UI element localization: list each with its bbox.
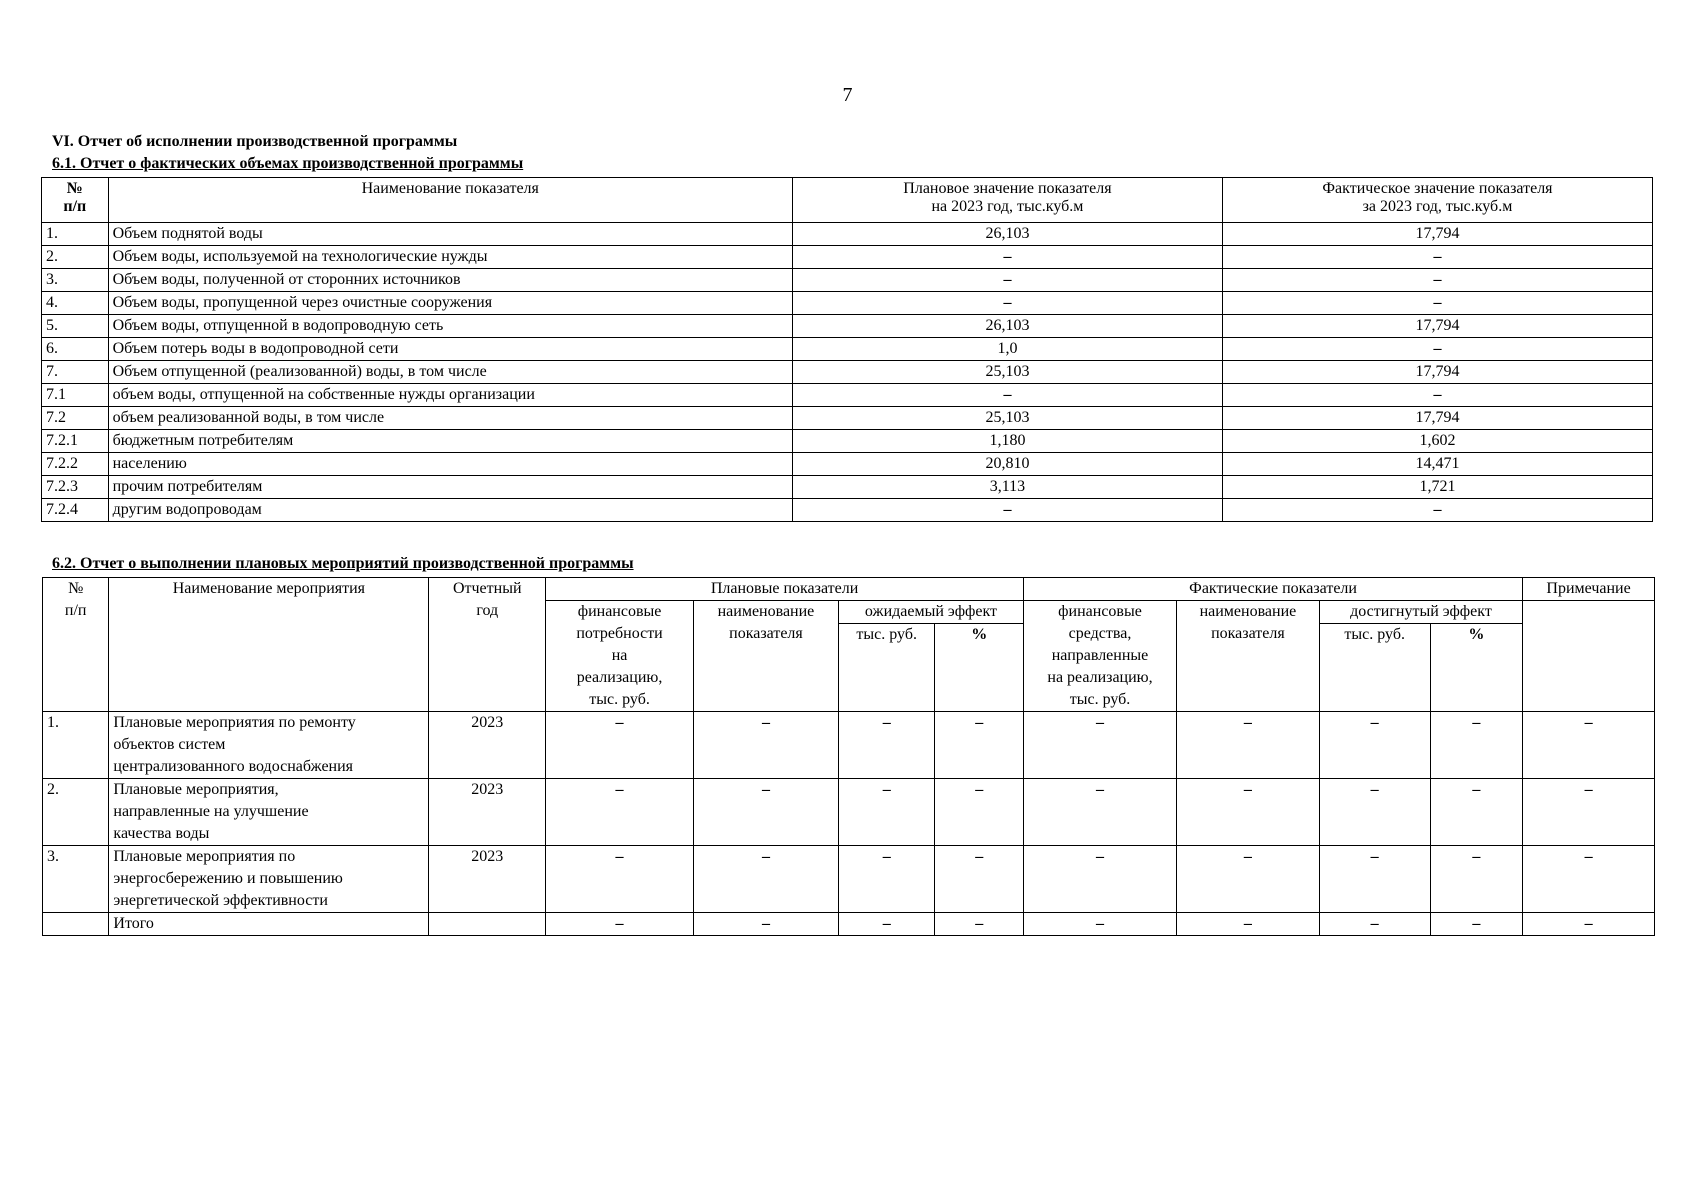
- row-name: бюджетным потребителям: [108, 430, 792, 453]
- row-num: 7.1: [42, 384, 109, 407]
- row-num: 4.: [42, 292, 109, 315]
- row-plan-value: –: [792, 499, 1222, 522]
- row-name: Объем потерь воды в водопроводной сети: [108, 338, 792, 361]
- row-num: 1.: [42, 223, 109, 246]
- row-num: 7.2.2: [42, 453, 109, 476]
- header-activity-name: Наименование мероприятия: [109, 578, 429, 712]
- row-year: 2023: [429, 779, 546, 846]
- row-plan-value: 3,113: [792, 476, 1222, 499]
- row-plan-rub: –: [838, 712, 935, 779]
- row-fact-value: 1,721: [1222, 476, 1652, 499]
- row-fact-pct: –: [1430, 712, 1523, 779]
- row-fact-value: 17,794: [1222, 315, 1652, 338]
- table-row: [43, 712, 1655, 779]
- header-plan-rub: тыс. руб.: [838, 624, 935, 712]
- row-note: –: [1523, 779, 1655, 846]
- row-plan-finance: –: [546, 846, 694, 913]
- header-plan-pct: %: [935, 624, 1024, 712]
- row-fact-finance: –: [1024, 712, 1177, 779]
- row-fact-value: –: [1222, 269, 1652, 292]
- total-fact-finance: –: [1024, 913, 1177, 936]
- table-row: [42, 246, 1653, 269]
- total-plan-pct: –: [935, 913, 1024, 936]
- header-plan-finance: финансовые потребности на реализацию, тыс. руб.: [546, 601, 694, 712]
- row-name: Объем воды, отпущенной в водопроводную сеть: [108, 315, 792, 338]
- row-note: –: [1523, 712, 1655, 779]
- header-note: Примечание: [1523, 578, 1655, 601]
- row-num: 3.: [42, 269, 109, 292]
- row-name: объем реализованной воды, в том числе: [108, 407, 792, 430]
- row-note: –: [1523, 846, 1655, 913]
- total-fact-rub: –: [1319, 913, 1430, 936]
- header-expected-effect: ожидаемый эффект: [838, 601, 1023, 624]
- total-plan-finance: –: [546, 913, 694, 936]
- row-num: 2.: [43, 779, 109, 846]
- row-fact-value: 14,471: [1222, 453, 1652, 476]
- row-num: 7.2.4: [42, 499, 109, 522]
- row-fact-finance: –: [1024, 846, 1177, 913]
- page-number: 7: [842, 84, 853, 106]
- table-row: [42, 384, 1653, 407]
- row-name: Объем воды, пропущенной через очистные сооружения: [108, 292, 792, 315]
- row-plan-pct: –: [935, 712, 1024, 779]
- header-plan: Плановое значение показателя на 2023 год, тыс.куб.м: [792, 178, 1222, 223]
- total-note: –: [1523, 913, 1655, 936]
- row-fact-value: –: [1222, 246, 1652, 269]
- row-fact-value: 1,602: [1222, 430, 1652, 453]
- total-label: Итого: [109, 913, 429, 936]
- row-fact-value: –: [1222, 338, 1652, 361]
- row-plan-finance: –: [546, 779, 694, 846]
- table-row: [42, 430, 1653, 453]
- row-plan-value: 1,0: [792, 338, 1222, 361]
- row-num: 7.2: [42, 407, 109, 430]
- subsection-61-title: 6.1. Отчет о фактических объемах производственной программы: [52, 155, 524, 172]
- header-planned: Плановые показатели: [546, 578, 1024, 601]
- row-name: Объем отпущенной (реализованной) воды, в том числе: [108, 361, 792, 384]
- production-volumes-table: [41, 177, 1653, 522]
- row-activity-name: Плановые мероприятия по энергосбережению и повышению энергетической эффективности: [109, 846, 429, 913]
- row-fact-pct: –: [1430, 779, 1523, 846]
- table-row: [42, 269, 1653, 292]
- row-fact-indicator: –: [1176, 779, 1319, 846]
- row-num: 7.2.3: [42, 476, 109, 499]
- header-note-empty: [1523, 601, 1655, 712]
- table-row: [42, 338, 1653, 361]
- row-plan-finance: –: [546, 712, 694, 779]
- header-fact-pct: %: [1430, 624, 1523, 712]
- total-fact-pct: –: [1430, 913, 1523, 936]
- row-name: Объем поднятой воды: [108, 223, 792, 246]
- row-name: Объем воды, полученной от сторонних источников: [108, 269, 792, 292]
- row-plan-value: –: [792, 246, 1222, 269]
- row-plan-value: 26,103: [792, 223, 1222, 246]
- row-num: 6.: [42, 338, 109, 361]
- row-plan-value: –: [792, 292, 1222, 315]
- header-plan-indicator: наименование показателя: [694, 601, 839, 712]
- row-activity-name: Плановые мероприятия по ремонту объектов систем централизованного водоснабжения: [109, 712, 429, 779]
- row-fact-rub: –: [1319, 712, 1430, 779]
- header-fact: Фактическое значение показателя за 2023 год, тыс.куб.м: [1222, 178, 1652, 223]
- table-row: [42, 292, 1653, 315]
- header-num: № п/п: [43, 578, 109, 712]
- table-row: [42, 361, 1653, 384]
- row-plan-rub: –: [838, 779, 935, 846]
- row-plan-indicator: –: [694, 846, 839, 913]
- row-plan-value: 26,103: [792, 315, 1222, 338]
- row-fact-value: –: [1222, 292, 1652, 315]
- row-fact-value: 17,794: [1222, 361, 1652, 384]
- row-name: другим водопроводам: [108, 499, 792, 522]
- row-plan-value: 1,180: [792, 430, 1222, 453]
- total-num-empty: [43, 913, 109, 936]
- row-plan-indicator: –: [694, 779, 839, 846]
- table-row: [42, 453, 1653, 476]
- row-plan-indicator: –: [694, 712, 839, 779]
- row-num: 3.: [43, 846, 109, 913]
- row-name: населению: [108, 453, 792, 476]
- header-name: Наименование показателя: [108, 178, 792, 223]
- table-row: [42, 315, 1653, 338]
- total-row: [43, 913, 1655, 936]
- table-row: [43, 779, 1655, 846]
- header-year: Отчетный год: [429, 578, 546, 712]
- row-plan-value: 20,810: [792, 453, 1222, 476]
- header-num: № п/п: [42, 178, 109, 223]
- row-plan-value: –: [792, 269, 1222, 292]
- row-fact-rub: –: [1319, 846, 1430, 913]
- row-name: объем воды, отпущенной на собственные нужды организации: [108, 384, 792, 407]
- table-row: [42, 476, 1653, 499]
- row-plan-value: 25,103: [792, 407, 1222, 430]
- header-fact-rub: тыс. руб.: [1319, 624, 1430, 712]
- row-fact-indicator: –: [1176, 846, 1319, 913]
- row-num: 1.: [43, 712, 109, 779]
- row-activity-name: Плановые мероприятия, направленные на улучшение качества воды: [109, 779, 429, 846]
- total-fact-indicator: –: [1176, 913, 1319, 936]
- total-year-empty: [429, 913, 546, 936]
- section-title: VI. Отчет об исполнении производственной программы: [52, 133, 458, 150]
- row-fact-indicator: –: [1176, 712, 1319, 779]
- subsection-62-title: 6.2. Отчет о выполнении плановых мероприятий производственной программы: [52, 555, 634, 572]
- row-year: 2023: [429, 846, 546, 913]
- header-fact-indicator: наименование показателя: [1176, 601, 1319, 712]
- row-name: Объем воды, используемой на технологические нужды: [108, 246, 792, 269]
- table-row: [43, 846, 1655, 913]
- total-plan-rub: –: [838, 913, 935, 936]
- table-header-row: [42, 178, 1653, 223]
- row-num: 5.: [42, 315, 109, 338]
- row-fact-finance: –: [1024, 779, 1177, 846]
- planned-activities-table: [42, 577, 1655, 936]
- row-fact-value: 17,794: [1222, 223, 1652, 246]
- row-num: 7.: [42, 361, 109, 384]
- row-plan-pct: –: [935, 846, 1024, 913]
- row-plan-pct: –: [935, 779, 1024, 846]
- total-plan-indicator: –: [694, 913, 839, 936]
- row-name: прочим потребителям: [108, 476, 792, 499]
- header-fact-finance: финансовые средства, направленные на реализацию, тыс. руб.: [1024, 601, 1177, 712]
- row-fact-value: 17,794: [1222, 407, 1652, 430]
- row-fact-pct: –: [1430, 846, 1523, 913]
- row-fact-rub: –: [1319, 779, 1430, 846]
- row-plan-rub: –: [838, 846, 935, 913]
- table-row: [42, 223, 1653, 246]
- row-year: 2023: [429, 712, 546, 779]
- row-num: 2.: [42, 246, 109, 269]
- table-header-row-1: [43, 578, 1655, 601]
- row-plan-value: 25,103: [792, 361, 1222, 384]
- row-plan-value: –: [792, 384, 1222, 407]
- header-achieved-effect: достигнутый эффект: [1319, 601, 1522, 624]
- header-actual: Фактические показатели: [1024, 578, 1523, 601]
- row-fact-value: –: [1222, 384, 1652, 407]
- table-row: [42, 407, 1653, 430]
- table-row: [42, 499, 1653, 522]
- row-fact-value: –: [1222, 499, 1652, 522]
- row-num: 7.2.1: [42, 430, 109, 453]
